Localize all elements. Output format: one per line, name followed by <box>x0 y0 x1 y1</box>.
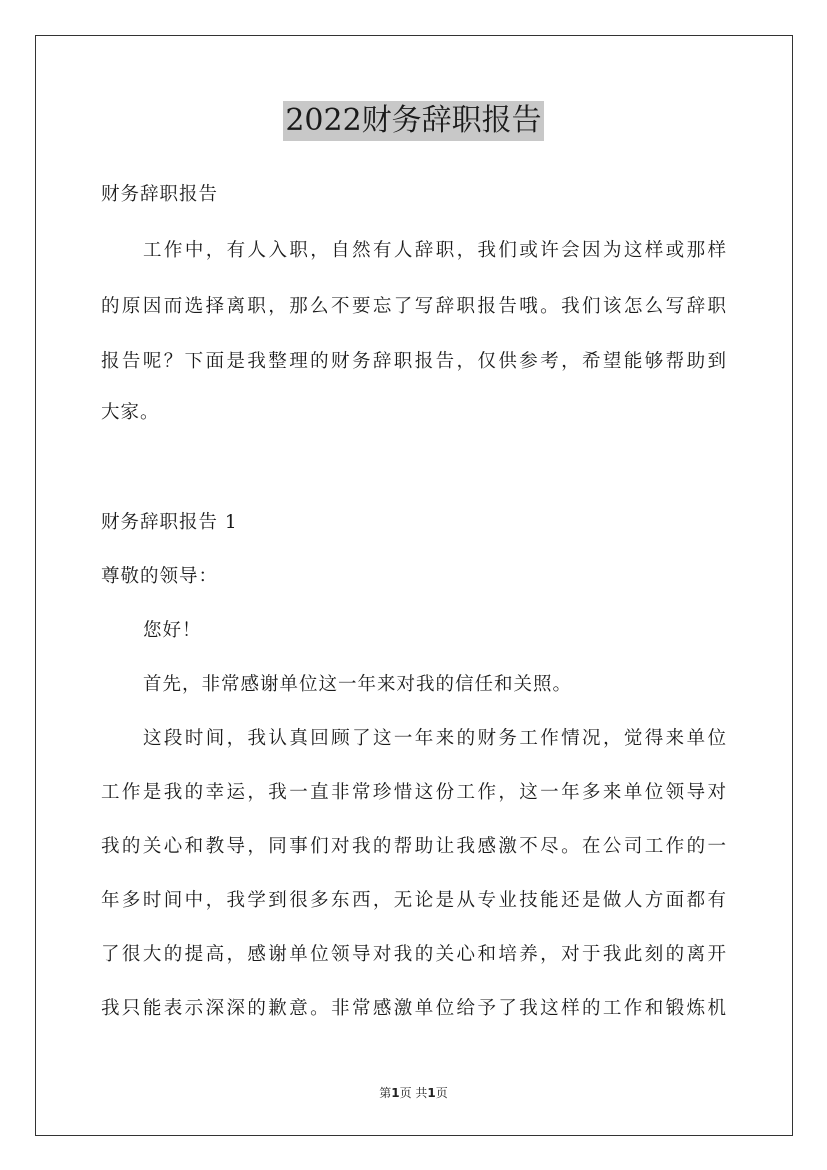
intro-line-2: 的原因而选择离职，那么不要忘了写辞职报告哦。我们该怎么写辞职 <box>101 296 726 317</box>
footer-suffix: 页 <box>435 1086 448 1100</box>
paragraph-1: 首先，非常感谢单位这一年来对我的信任和关照。 <box>143 674 573 695</box>
greeting: 您好！ <box>143 620 202 641</box>
intro-line-3: 报告呢？下面是我整理的财务辞职报告，仅供参考，希望能够帮助到 <box>101 351 726 372</box>
paragraph-2-line-3: 我的关心和教导，同事们对我的帮助让我感激不尽。在公司工作的一 <box>101 836 726 857</box>
title-container <box>0 101 827 141</box>
page-footer <box>0 1084 827 1101</box>
paragraph-2-line-2: 工作是我的幸运，我一直非常珍惜这份工作，这一年多来单位领导对 <box>101 782 726 803</box>
footer-prefix: 第 <box>379 1086 392 1100</box>
intro-line-4: 大家。 <box>101 402 160 423</box>
footer-total-pages: 1 <box>427 1086 436 1100</box>
salutation: 尊敬的领导： <box>101 566 219 587</box>
document-title: 2022财务辞职报告 <box>283 101 543 141</box>
footer-page-number: 1 <box>391 1086 400 1100</box>
section-title: 财务辞职报告 1 <box>101 512 238 533</box>
footer-middle: 页 共 <box>399 1086 428 1100</box>
heading: 财务辞职报告 <box>101 184 219 205</box>
paragraph-2-line-6: 我只能表示深深的歉意。非常感激单位给予了我这样的工作和锻炼机 <box>101 998 726 1019</box>
paragraph-2-line-4: 年多时间中，我学到很多东西，无论是从专业技能还是做人方面都有 <box>101 890 726 911</box>
intro-line-1: 工作中，有人入职，自然有人辞职，我们或许会因为这样或那样 <box>143 240 726 261</box>
paragraph-2-line-5: 了很大的提高，感谢单位领导对我的关心和培养，对于我此刻的离开 <box>101 944 726 965</box>
paragraph-2-line-1: 这段时间，我认真回顾了这一年来的财务工作情况，觉得来单位 <box>143 728 726 749</box>
